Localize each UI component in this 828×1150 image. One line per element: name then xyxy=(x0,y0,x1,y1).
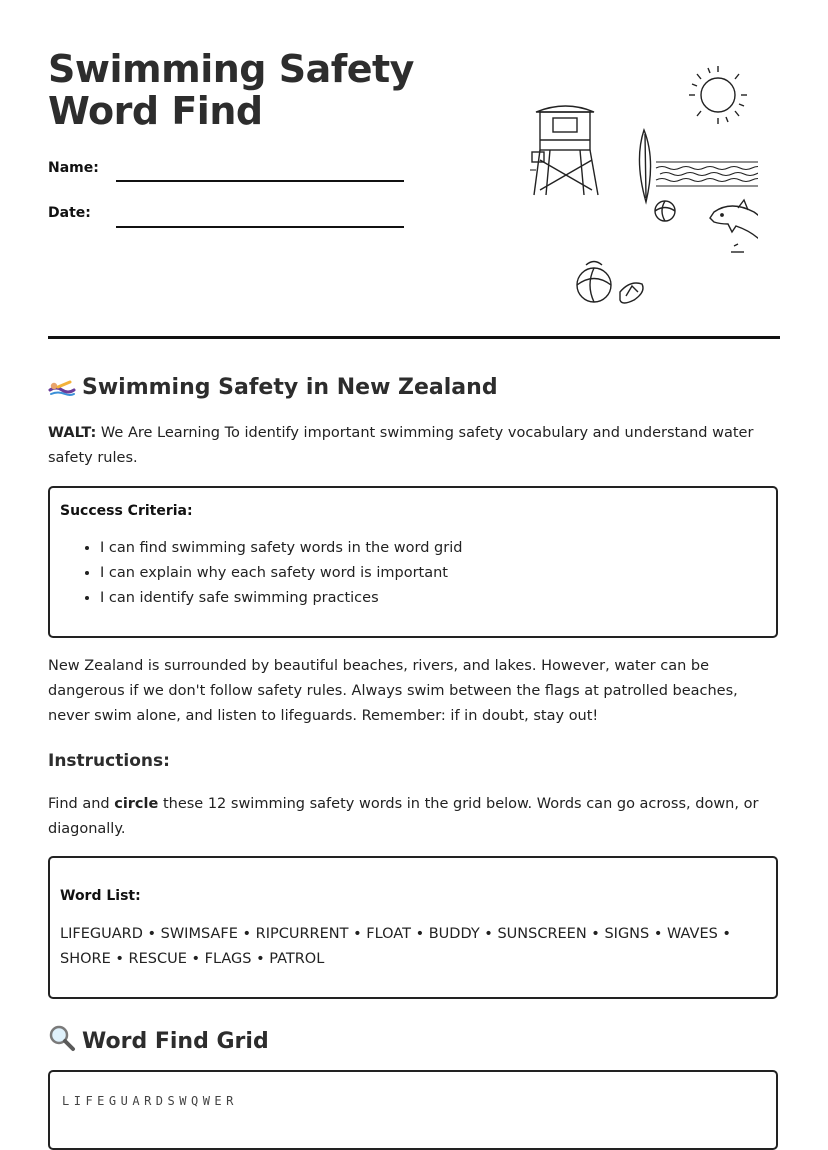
name-line[interactable] xyxy=(116,180,404,182)
grid-row: LIFEGUARDSWQWER xyxy=(62,1094,238,1108)
success-criteria-title: Success Criteria: xyxy=(60,503,193,519)
date-line[interactable] xyxy=(116,226,404,228)
surfboard-icon xyxy=(639,130,650,202)
list-item: • I can explain why each safety word is important xyxy=(100,561,462,586)
success-criteria-list xyxy=(80,536,462,611)
intro-heading: Swimming Safety in New Zealand xyxy=(48,375,498,404)
walt-text: We Are Learning To identify important swimming safety vocabulary and understand water safety rules. xyxy=(48,425,754,466)
beach-illustration xyxy=(526,60,758,310)
word-list-box xyxy=(48,856,778,999)
word-grid-box xyxy=(48,1070,778,1150)
swimmer-icon xyxy=(48,378,76,404)
name-label: Name: xyxy=(48,160,99,176)
beach-ball-icon xyxy=(655,201,675,221)
word-list-title: Word List: xyxy=(60,888,141,904)
magnifying-glass-icon xyxy=(48,1024,76,1058)
instructions-text: Find and circle these 12 swimming safety words in the grid below. Words can go across, down, or diagonally. xyxy=(48,796,759,837)
instructions-heading: Instructions: xyxy=(48,751,170,771)
date-label: Date: xyxy=(48,205,91,221)
success-criteria-box xyxy=(48,486,778,638)
header-divider xyxy=(48,336,780,339)
word-list-text: LIFEGUARD • SWIMSAFE • RIPCURRENT • FLOAT • BUDDY • SUNSCREEN • SIGNS • WAVES • SHORE • RESCUE • FLAGS • PATROL xyxy=(60,926,731,967)
page-title: Swimming Safety Word Find xyxy=(48,47,414,133)
walt-label: WALT: xyxy=(48,425,97,441)
walt-paragraph xyxy=(48,421,780,471)
date-field xyxy=(48,205,91,221)
list-item: • I can identify safe swimming practices xyxy=(100,586,462,611)
big-beach-ball-icon xyxy=(577,262,611,303)
list-item: • I can find swimming safety words in the word grid xyxy=(100,536,462,561)
intro-paragraph: New Zealand is surrounded by beautiful beaches, rivers, and lakes. However, water can be dangerous if we don't follow safety rules. Always swim between the flags at patrolled beaches, never swim alone, and listen to lifeguards. Remember: if in doubt, stay out! xyxy=(48,658,738,724)
grid-heading: Word Find Grid xyxy=(48,1024,269,1058)
lifeguard-tower-icon xyxy=(532,106,598,195)
sun-icon xyxy=(689,66,747,124)
name-field xyxy=(48,160,99,176)
dolphin-icon xyxy=(710,200,758,260)
flip-flop-icon xyxy=(620,283,643,303)
